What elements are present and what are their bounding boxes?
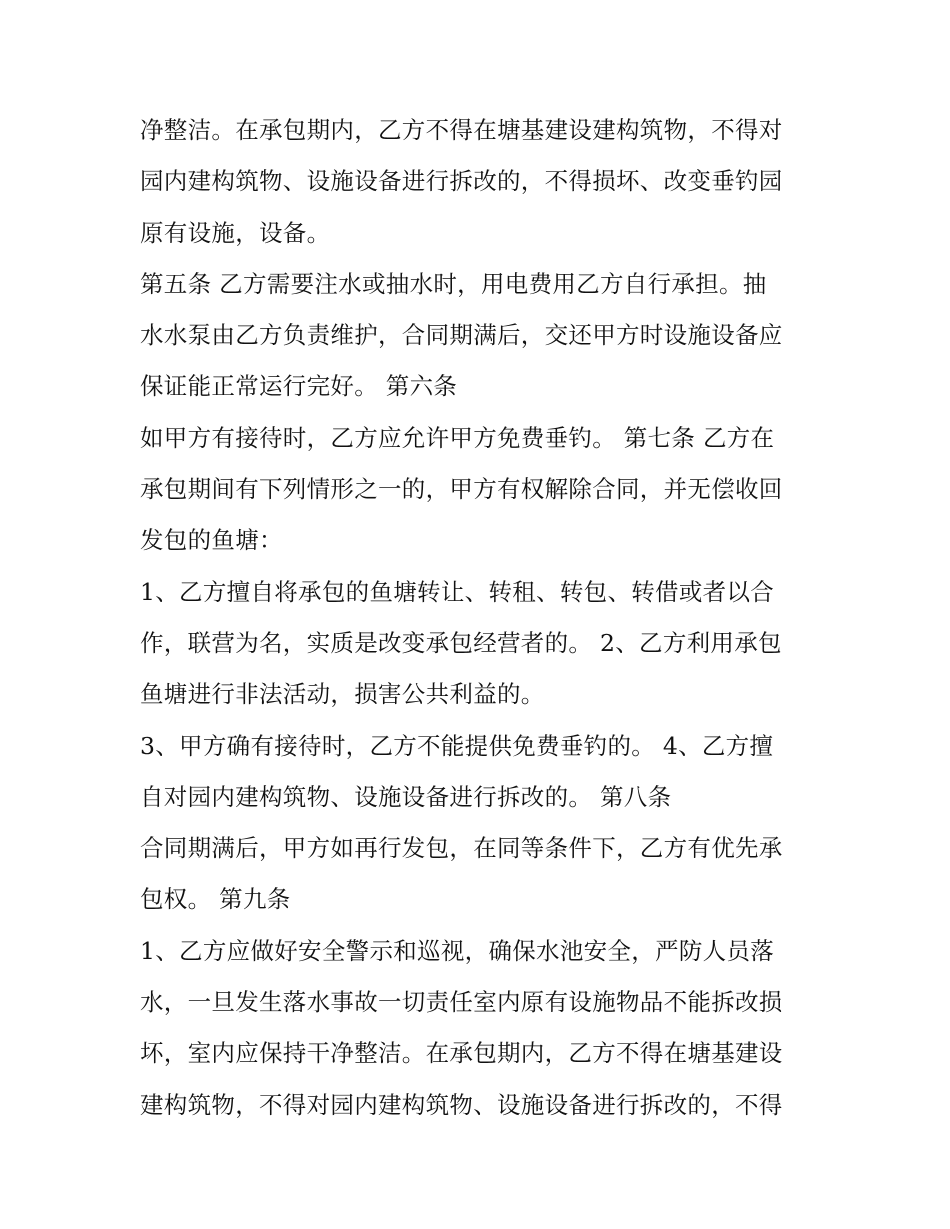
text-line: 园内建构筑物、设施设备进行拆改的，不得损坏、改变垂钓园: [140, 167, 783, 196]
contract-text: [140, 105, 820, 1131]
text-line: 坏，室内应保持干净整洁。在承包期内，乙方不得在塘基建设: [140, 1039, 783, 1068]
text-line: 3、甲方确有接待时，乙方不能提供免费垂钓的。 4、乙方擅: [140, 731, 774, 760]
text-line: 发包的鱼塘：: [140, 526, 283, 555]
text-line: 如甲方有接待时，乙方应允许甲方免费垂钓。 第七条 乙方在: [140, 423, 775, 452]
text-line: 保证能正常运行完好。 第六条: [140, 372, 458, 401]
text-line: 净整洁。在承包期内，乙方不得在塘基建设建构筑物，不得对: [140, 116, 783, 144]
text-line: 包权。 第九条: [140, 885, 291, 914]
text-line: 鱼塘进行非法活动，损害公共利益的。: [140, 680, 545, 709]
text-line: 第五条 乙方需要注水或抽水时，用电费用乙方自行承担。抽: [140, 269, 767, 298]
text-line: 水，一旦发生落水事故一切责任室内原有设施物品不能拆改损: [140, 988, 783, 1017]
text-line: 1、乙方擅自将承包的鱼塘转让、转租、转包、转借或者以合: [140, 577, 775, 606]
text-line: 作，联营为名，实质是改变承包经营者的。 2、乙方利用承包: [140, 628, 782, 657]
text-line: 自对园内建构筑物、设施设备进行拆改的。 第八条: [140, 782, 672, 811]
text-line: 建构筑物，不得对园内建构筑物、设施设备进行拆改的，不得: [140, 1090, 783, 1119]
text-line: 合同期满后，甲方如再行发包，在同等条件下，乙方有优先承: [140, 834, 783, 863]
text-line: 原有设施，设备。: [140, 218, 331, 247]
text-line: 水水泵由乙方负责维护，合同期满后，交还甲方时设施设备应: [140, 321, 783, 350]
text-line: 承包期间有下列情形之一的，甲方有权解除合同，并无偿收回: [140, 475, 783, 504]
text-line: 1、乙方应做好安全警示和巡视，确保水池安全，严防人员落: [140, 936, 775, 965]
